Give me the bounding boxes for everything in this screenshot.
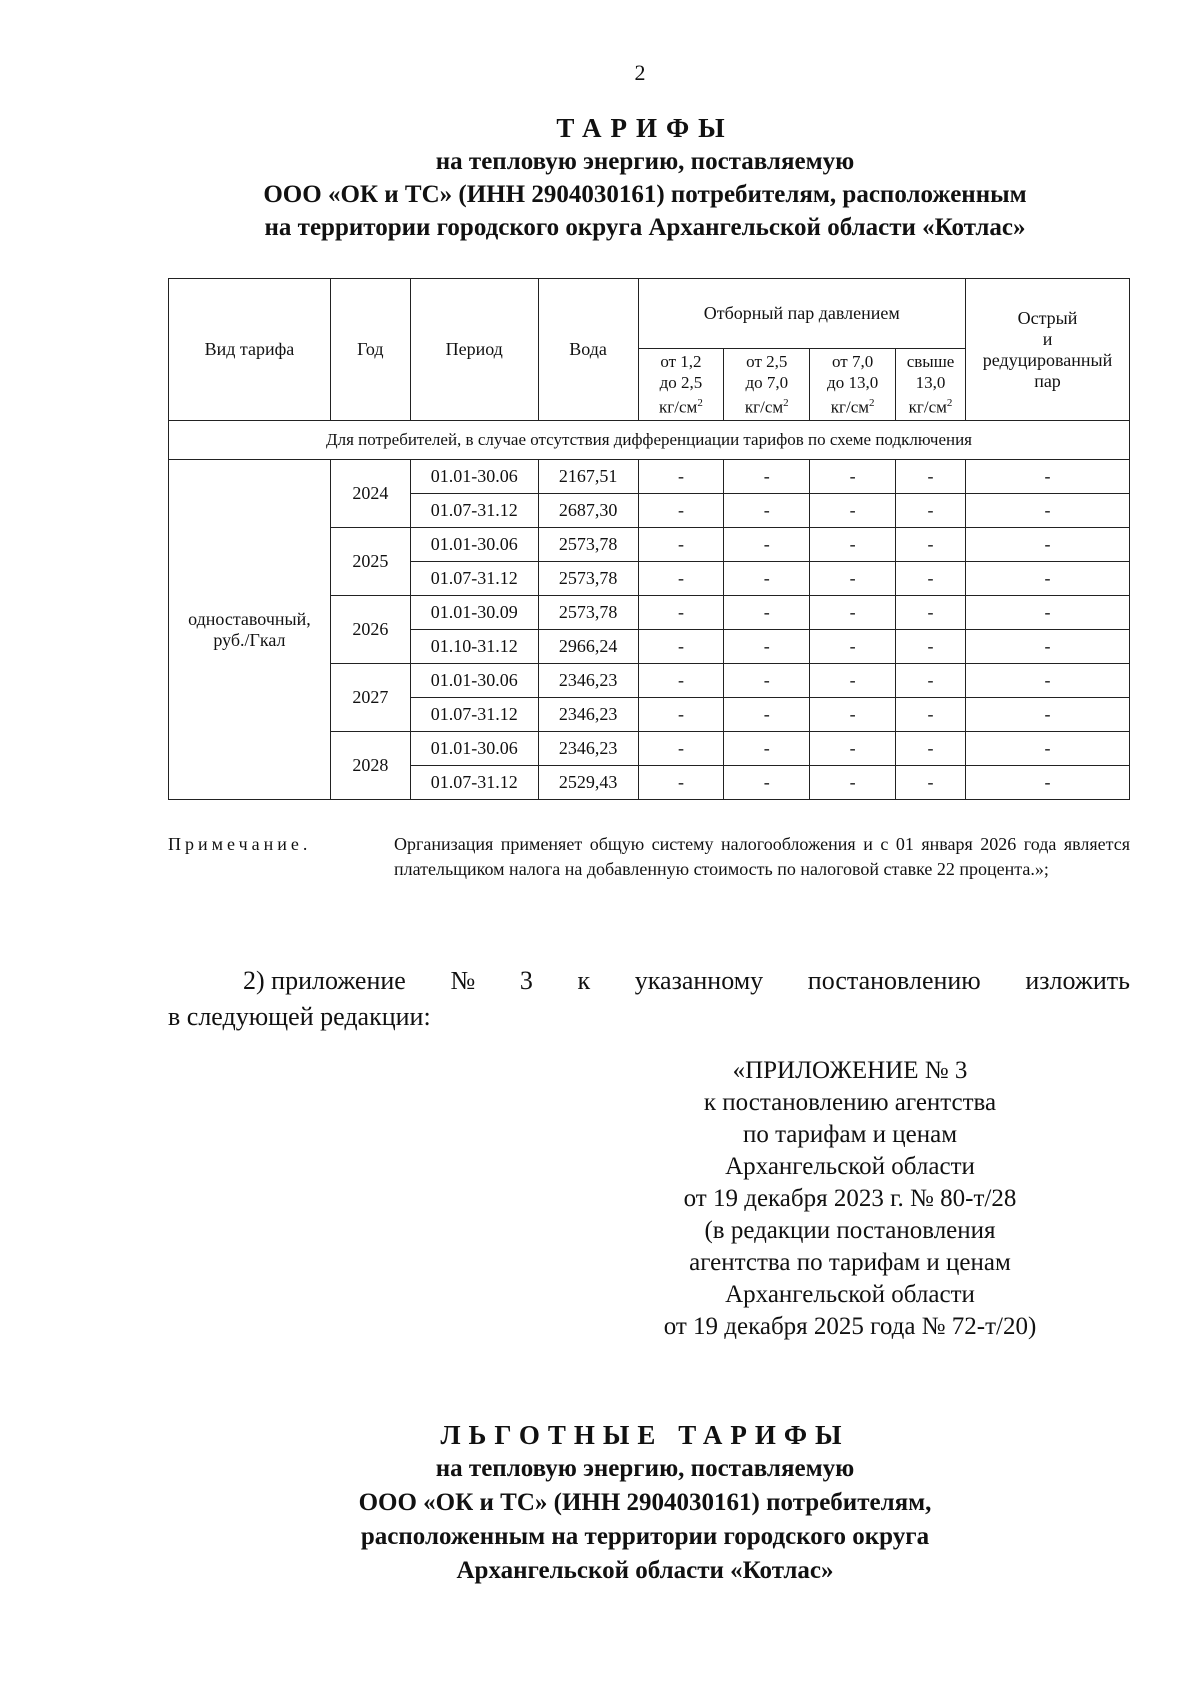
dash-cell: -	[896, 528, 966, 562]
dash-cell: -	[638, 766, 724, 800]
title-line: на тепловую энергию, поставляемую	[435, 148, 855, 175]
dash-cell: -	[638, 562, 724, 596]
dash-cell: -	[810, 664, 896, 698]
dash-cell: -	[810, 732, 896, 766]
header-steam-1: от 1,2 до 2,5 $кг/см^2$	[638, 349, 724, 421]
dash-cell: -	[966, 596, 1130, 630]
item-2-word: изложить	[1025, 966, 1130, 995]
dash-cell: -	[896, 494, 966, 528]
dash-cell: -	[896, 460, 966, 494]
dash-cell: -	[638, 698, 724, 732]
year-cell: 2028	[330, 732, 410, 800]
period-cell: 01.07-31.12	[410, 562, 538, 596]
dash-cell: -	[966, 664, 1130, 698]
dash-cell: -	[966, 732, 1130, 766]
dash-cell: -	[810, 460, 896, 494]
dash-cell: -	[724, 664, 810, 698]
dash-cell: -	[638, 732, 724, 766]
item-2-word: указанному	[634, 966, 764, 995]
period-cell: 01.01-30.06	[410, 460, 538, 494]
period-cell: 01.01-30.06	[410, 732, 538, 766]
appendix-heading	[630, 1055, 1070, 1343]
page-number: 2	[634, 60, 646, 85]
period-cell: 01.01-30.09	[410, 596, 538, 630]
appendix-line: Архангельской области	[725, 1281, 975, 1308]
year-cell: 2024	[330, 460, 410, 528]
title2-line: Архангельской области «Котлас»	[456, 1557, 834, 1584]
dash-cell: -	[896, 766, 966, 800]
dash-cell: -	[638, 528, 724, 562]
dash-cell: -	[810, 596, 896, 630]
header-tariff-type: Вид тарифа	[169, 279, 331, 421]
dash-cell: -	[896, 732, 966, 766]
dash-cell: -	[810, 562, 896, 596]
header-water: Вода	[538, 279, 638, 421]
title-line: ООО «ОК и ТС» (ИНН 2904030161) потребителям, расположенным	[263, 181, 1027, 208]
dash-cell: -	[896, 630, 966, 664]
note-label: Примечание.	[168, 834, 312, 854]
appendix-line: агентства по тарифам и ценам	[689, 1249, 1011, 1276]
appendix-line: (в редакции постановления	[704, 1217, 996, 1244]
table-row	[169, 460, 1130, 494]
period-cell: 01.01-30.06	[410, 528, 538, 562]
header-steam-3: от 7,0 до 13,0 $кг/см^2$	[810, 349, 896, 421]
section-note: Для потребителей, в случае отсутствия дифференциации тарифов по схеме подключения	[169, 421, 1130, 460]
dash-cell: -	[638, 494, 724, 528]
header-sharp-line: пар	[1034, 370, 1061, 391]
dash-cell: -	[966, 460, 1130, 494]
header-sharp-line: редуцированный	[982, 349, 1113, 370]
preferential-tariffs-title	[0, 1418, 1200, 1588]
dash-cell: -	[810, 494, 896, 528]
dash-cell: -	[966, 698, 1130, 732]
item-2-word: 3	[519, 966, 533, 995]
item-2-word: 2) приложение	[243, 966, 406, 995]
dash-cell: -	[724, 460, 810, 494]
title2-main: ЛЬГОТНЫЕ ТАРИФЫ	[440, 1420, 850, 1450]
dash-cell: -	[724, 698, 810, 732]
header-sharp-line: и	[1042, 328, 1053, 349]
appendix-line: от 19 декабря 2023 г. № 80-т/28	[683, 1185, 1017, 1212]
period-cell: 01.10-31.12	[410, 630, 538, 664]
period-cell: 01.01-30.06	[410, 664, 538, 698]
dash-cell: -	[724, 766, 810, 800]
dash-cell: -	[896, 596, 966, 630]
water-cell: 2529,43	[538, 766, 638, 800]
item-2-word: к	[577, 966, 591, 995]
header-sharp-steam	[966, 279, 1130, 421]
dash-cell: -	[810, 698, 896, 732]
title2-line: ООО «ОК и ТС» (ИНН 2904030161) потребителям,	[358, 1489, 932, 1516]
dash-cell: -	[810, 630, 896, 664]
header-steam-2: от 2,5 до 7,0 $кг/см^2$	[724, 349, 810, 421]
tariffs-title	[0, 112, 1200, 244]
year-cell: 2027	[330, 664, 410, 732]
appendix-line: к постановлению агентства	[703, 1089, 997, 1116]
dash-cell: -	[724, 528, 810, 562]
appendix-line: «ПРИЛОЖЕНИЕ № 3	[732, 1057, 968, 1084]
dash-cell: -	[638, 460, 724, 494]
dash-cell: -	[810, 528, 896, 562]
water-cell: 2346,23	[538, 732, 638, 766]
dash-cell: -	[966, 494, 1130, 528]
item-2-line-2: в следующей редакции:	[168, 1002, 431, 1031]
dash-cell: -	[638, 630, 724, 664]
appendix-line: от 19 декабря 2025 года № 72-т/20)	[663, 1313, 1037, 1340]
year-cell: 2026	[330, 596, 410, 664]
water-cell: 2573,78	[538, 562, 638, 596]
year-cell: 2025	[330, 528, 410, 596]
period-cell: 01.07-31.12	[410, 766, 538, 800]
header-year: Год	[330, 279, 410, 421]
dash-cell: -	[810, 766, 896, 800]
dash-cell: -	[896, 562, 966, 596]
water-cell: 2346,23	[538, 664, 638, 698]
title-main: ТАРИФЫ	[556, 113, 734, 143]
title-line: на территории городского округа Архангельской области «Котлас»	[264, 214, 1026, 241]
dash-cell: -	[724, 562, 810, 596]
table-body	[169, 460, 1130, 800]
title2-line: на тепловую энергию, поставляемую	[435, 1455, 855, 1482]
dash-cell: -	[896, 664, 966, 698]
period-cell: 01.07-31.12	[410, 494, 538, 528]
appendix-line: по тарифам и ценам	[742, 1121, 958, 1148]
header-period: Период	[410, 279, 538, 421]
dash-cell: -	[724, 630, 810, 664]
dash-cell: -	[896, 698, 966, 732]
appendix-line: Архангельской области	[725, 1153, 975, 1180]
water-cell: 2167,51	[538, 460, 638, 494]
water-cell: 2687,30	[538, 494, 638, 528]
header-sharp-line: Острый	[1017, 307, 1078, 328]
dash-cell: -	[724, 732, 810, 766]
note-text: Организация применяет общую систему налогообложения и с 01 января 2026 года является плательщиком налога на добавленную стоимость по налоговой ставке 22 процента.»;	[394, 834, 1130, 879]
dash-cell: -	[638, 596, 724, 630]
tariffs-table	[168, 278, 1130, 800]
header-steam-4: свыше 13,0 $кг/см^2$	[896, 349, 966, 421]
water-cell: 2966,24	[538, 630, 638, 664]
dash-cell: -	[724, 494, 810, 528]
period-cell: 01.07-31.12	[410, 698, 538, 732]
item-2-paragraph	[168, 963, 1130, 1035]
header-steam-group: Отборный пар давлением	[638, 279, 966, 349]
title2-line: расположенным на территории городского округа	[360, 1523, 930, 1550]
dash-cell: -	[966, 562, 1130, 596]
item-2-line-1	[168, 963, 1130, 999]
dash-cell: -	[638, 664, 724, 698]
water-cell: 2346,23	[538, 698, 638, 732]
item-2-word: №	[450, 966, 476, 995]
water-cell: 2573,78	[538, 596, 638, 630]
water-cell: 2573,78	[538, 528, 638, 562]
dash-cell: -	[966, 630, 1130, 664]
item-2-word: постановлению	[807, 966, 981, 995]
dash-cell: -	[724, 596, 810, 630]
dash-cell: -	[966, 528, 1130, 562]
tariff-type-cell: одноставочный, руб./Гкал	[169, 460, 331, 800]
dash-cell: -	[966, 766, 1130, 800]
